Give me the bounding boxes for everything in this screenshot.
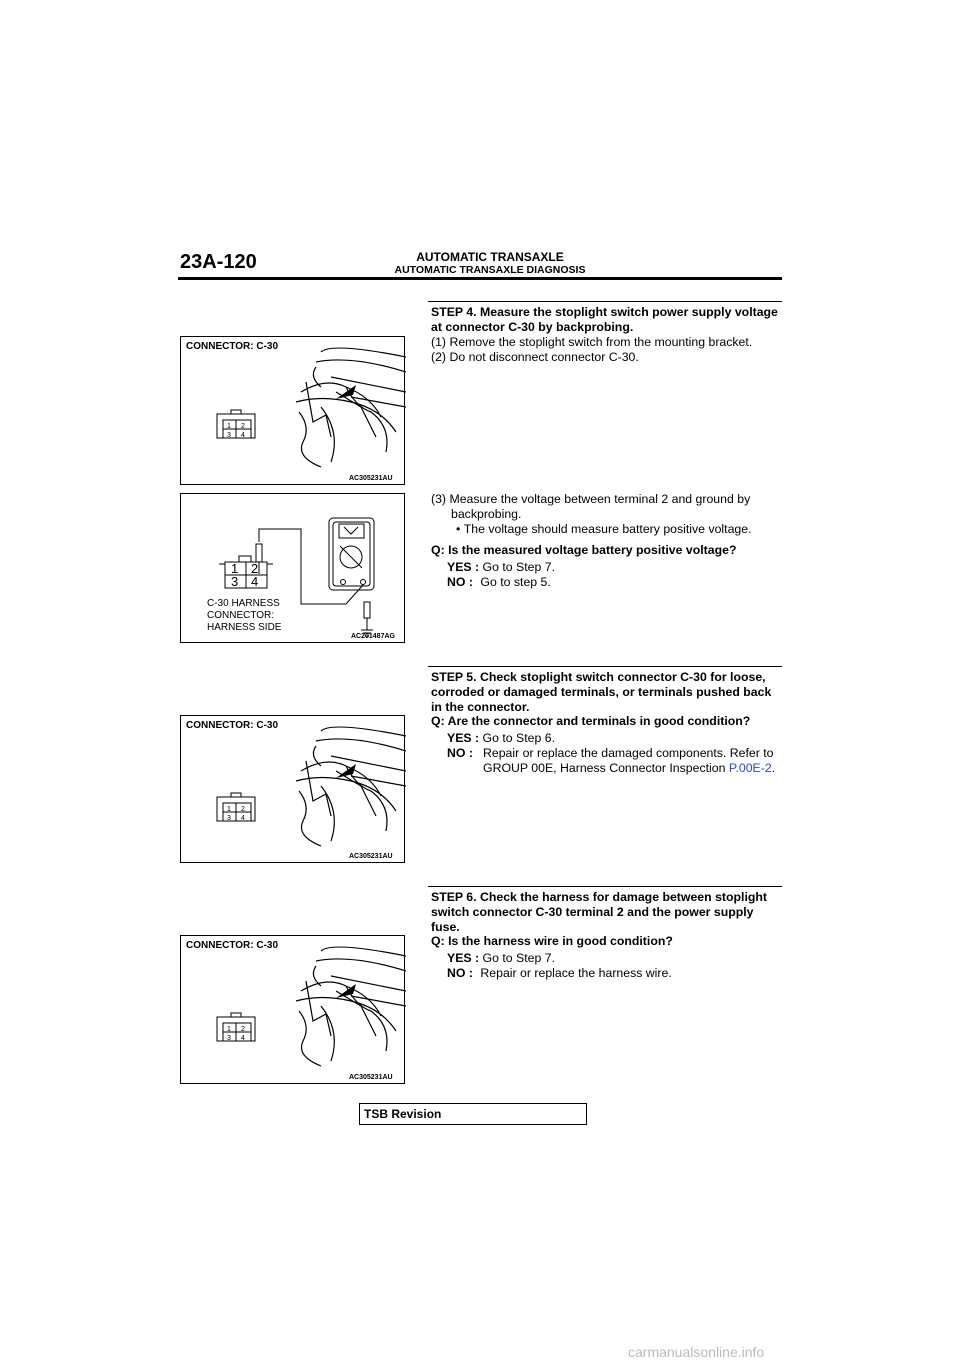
connector-figure-3 — [180, 935, 405, 1084]
step5-question: Q: Are the connector and terminals in good condition? — [431, 714, 751, 728]
figure-code: AC305231AU — [349, 853, 393, 860]
figure-title: CONNECTOR: C-30 — [186, 341, 279, 352]
step5-rule — [428, 666, 782, 667]
connector-pin-icon — [217, 793, 255, 822]
step6-no-row — [447, 966, 672, 981]
step6-yes-row — [447, 951, 555, 966]
yes-label: YES : — [447, 951, 480, 965]
no-label: NO : — [447, 746, 473, 760]
meter-caption-line-2: CONNECTOR: — [207, 610, 275, 621]
step6-heading: STEP 6. Check the harness for damage between stoplight switch connector C-30 terminal 2 and the power supply fuse. — [431, 890, 767, 934]
meter-pin-3: 3 — [231, 574, 239, 589]
step4-question: Q: Is the measured voltage battery positive voltage? — [431, 543, 737, 557]
step4-item-1: (1) Remove the stoplight switch from the mounting bracket. — [431, 335, 753, 349]
step6-question: Q: Is the harness wire in good condition? — [431, 934, 673, 948]
no-text: Repair or replace the harness wire. — [480, 966, 672, 980]
pin-2: 2 — [241, 1026, 245, 1033]
no-label: NO : — [447, 575, 473, 589]
page-reference-link[interactable]: P.00E-2 — [728, 761, 772, 775]
pin-1: 1 — [227, 806, 231, 813]
pin-1: 1 — [227, 1026, 231, 1033]
pin-3: 3 — [227, 432, 231, 439]
meter-caption-line-1: C-30 HARNESS — [207, 598, 280, 609]
meter-pin-4: 4 — [251, 574, 259, 589]
meter-caption-line-3: HARNESS SIDE — [207, 622, 282, 633]
figure-code: AC305231AU — [349, 475, 393, 482]
figure-title: CONNECTOR: C-30 — [186, 720, 279, 731]
pin-2: 2 — [241, 423, 245, 430]
step4-rule — [428, 301, 782, 302]
yes-text: Go to Step 6. — [482, 731, 556, 745]
meter-caption — [207, 598, 281, 634]
dashboard-wiring-drawing — [181, 936, 406, 1085]
step5-no-text: Repair or replace the damaged components. Refer to GROUP 00E, Harness Connector Inspection P.00E-2. — [483, 746, 776, 775]
figure-code: AC201487AG — [351, 633, 395, 640]
figure-code: AC305231AU — [349, 1074, 393, 1081]
voltmeter-figure — [180, 493, 405, 643]
step4-item-3: (3) Measure the voltage between terminal 2 and ground by — [431, 492, 751, 506]
no-text: Go to step 5. — [480, 575, 551, 589]
step4-bullet-text: The voltage should measure battery positive voltage. — [463, 522, 752, 536]
no-label: NO : — [447, 966, 473, 980]
pin-4: 4 — [241, 1035, 245, 1042]
yes-text: Go to Step 7. — [482, 951, 556, 965]
step5-yes-row — [447, 731, 555, 746]
step4-item-3-cont: backprobing. — [451, 507, 522, 521]
pin-4: 4 — [241, 432, 245, 439]
section-subtitle: AUTOMATIC TRANSAXLE DIAGNOSIS — [394, 264, 586, 276]
meter-pin-1: 1 — [231, 561, 239, 576]
bullet-icon: • — [456, 522, 461, 536]
pin-3: 3 — [227, 1035, 231, 1042]
pin-1: 1 — [227, 423, 231, 430]
yes-label: YES : — [447, 731, 480, 745]
yes-text: Go to Step 7. — [482, 560, 556, 574]
dashboard-wiring-drawing — [181, 716, 406, 864]
meter-pin-2: 2 — [251, 561, 259, 576]
pin-4: 4 — [241, 815, 245, 822]
pin-2: 2 — [241, 806, 245, 813]
step4-yes-row — [447, 560, 555, 575]
header-rule — [178, 277, 782, 280]
connector-pin-icon — [217, 410, 255, 439]
section-title: AUTOMATIC TRANSAXLE — [416, 250, 564, 264]
connector-figure-1 — [180, 336, 405, 485]
dashboard-wiring-drawing — [181, 337, 406, 486]
header-title-block — [380, 251, 600, 277]
connector-pin-icon — [217, 1013, 255, 1042]
step4-item-2: (2) Do not disconnect connector C-30. — [431, 350, 639, 364]
pin-3: 3 — [227, 815, 231, 822]
tsb-revision-box: TSB Revision — [359, 1103, 587, 1125]
step4-heading: STEP 4. Measure the stoplight switch power supply voltage at connector C-30 by backprobing. — [431, 305, 778, 334]
yes-label: YES : — [447, 560, 480, 574]
step4-bullet — [456, 522, 781, 537]
step5-heading: STEP 5. Check stoplight switch connector C-30 for loose, corroded or damaged terminals, or terminals pushed back in the connector. — [431, 670, 772, 714]
figure-title: CONNECTOR: C-30 — [186, 940, 279, 951]
page-number: 23A-120 — [180, 251, 257, 273]
step6-rule — [428, 886, 782, 887]
watermark: carmanualsonline.info — [628, 1344, 765, 1360]
step4-no-row — [447, 575, 551, 590]
connector-figure-2 — [180, 715, 405, 863]
